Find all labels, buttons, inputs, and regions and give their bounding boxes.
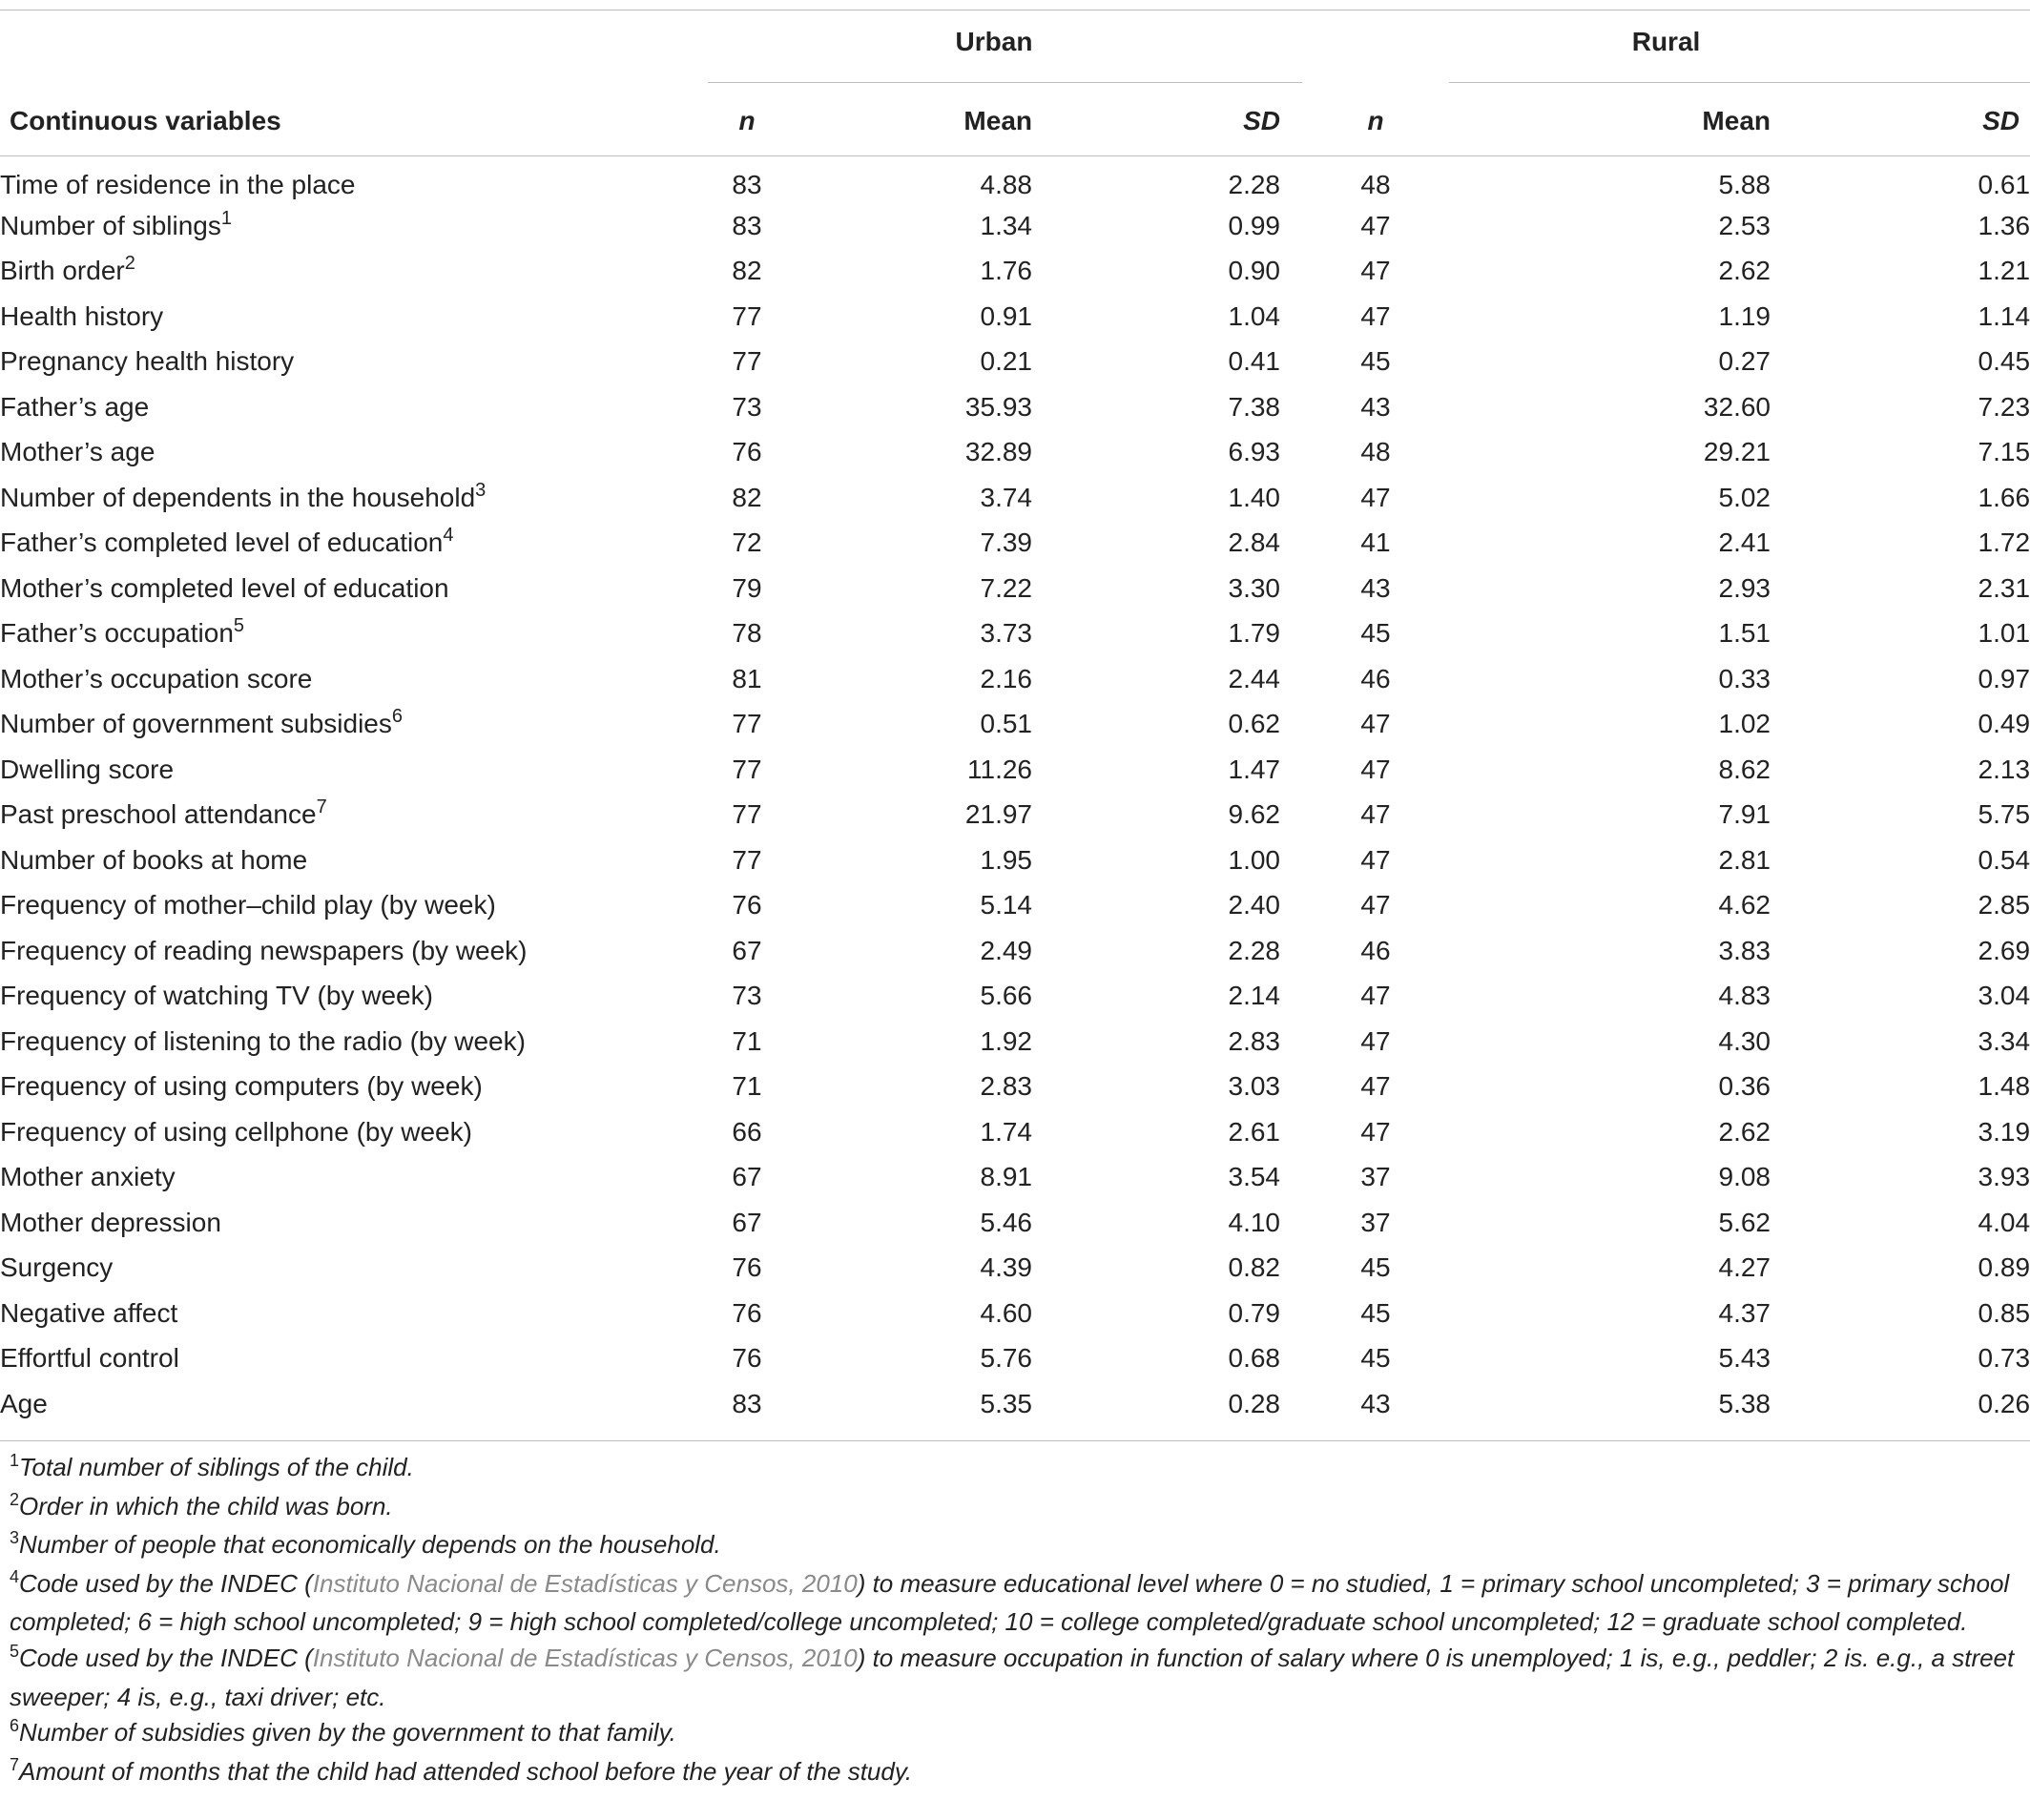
rural-sd: 1.14 <box>1978 300 2030 331</box>
rural-sd: 3.04 <box>1978 981 2030 1011</box>
footnote-text: Code used by the INDEC ( <box>19 1568 313 1598</box>
rural-n: 48 <box>1360 437 1391 467</box>
row-label <box>0 157 708 203</box>
footnote-text: Number of people that economically depends on the household. <box>19 1530 721 1560</box>
footnote-text: Order in which the child was born. <box>19 1491 393 1520</box>
rural-mean: 3.83 <box>1718 935 1771 965</box>
footnote <box>10 1715 2022 1754</box>
variable-name: Time of residence in the place <box>0 170 356 199</box>
rural-n: 46 <box>1360 663 1391 693</box>
urban-n: 72 <box>732 527 762 558</box>
urban-sd: 0.68 <box>1228 1343 1280 1374</box>
urban-sd: 2.84 <box>1228 527 1280 558</box>
header-rural-sd: SD <box>1982 105 2020 135</box>
footnote-text: Amount of months that the child had attended school before the year of the study. <box>19 1756 913 1786</box>
citation-link[interactable]: Instituto Nacional de Estadísticas y Censos, 2010 <box>312 1568 858 1598</box>
urban-n: 82 <box>732 482 762 512</box>
rural-n: 47 <box>1360 1025 1391 1056</box>
row-label <box>0 793 708 838</box>
table-row <box>0 430 2030 476</box>
rural-n: 45 <box>1360 618 1391 649</box>
urban-sd: 2.83 <box>1228 1025 1280 1056</box>
footnote-ref: 6 <box>391 706 403 728</box>
variable-name: Number of siblings <box>0 210 221 240</box>
urban-n: 83 <box>732 170 762 199</box>
row-label <box>0 203 708 249</box>
rural-sd: 0.73 <box>1978 1343 2030 1374</box>
urban-mean: 11.26 <box>967 754 1032 784</box>
urban-mean: 2.83 <box>980 1071 1032 1102</box>
rural-sd: 0.85 <box>1978 1297 2030 1328</box>
urban-sd: 2.28 <box>1228 170 1280 199</box>
urban-mean: 5.76 <box>980 1343 1032 1374</box>
footnote-ref: 5 <box>233 615 245 637</box>
urban-n: 67 <box>732 1207 762 1237</box>
variable-name: Health history <box>0 300 164 331</box>
row-label <box>0 1291 708 1336</box>
urban-sd: 0.62 <box>1228 709 1280 739</box>
rural-sd: 0.45 <box>1978 346 2030 377</box>
urban-sd: 1.40 <box>1228 482 1280 512</box>
rural-n: 47 <box>1360 210 1391 240</box>
urban-sd: 0.28 <box>1228 1388 1280 1418</box>
footnote-text: Total number of siblings of the child. <box>19 1453 414 1481</box>
variable-name: Father’s completed level of education <box>0 527 444 558</box>
variable-name: Number of dependents in the household <box>0 482 476 512</box>
urban-mean: 35.93 <box>964 391 1032 422</box>
urban-sd: 1.47 <box>1228 754 1280 784</box>
urban-sd: 7.38 <box>1228 391 1280 422</box>
rural-mean: 0.36 <box>1718 1071 1771 1102</box>
rural-n: 45 <box>1360 346 1391 377</box>
rural-n: 45 <box>1360 1252 1391 1283</box>
rural-mean: 4.62 <box>1718 890 1771 920</box>
rural-n: 37 <box>1360 1162 1391 1192</box>
urban-n: 78 <box>732 618 762 649</box>
row-label <box>0 294 708 340</box>
urban-sd: 1.00 <box>1228 844 1280 875</box>
table-row <box>0 249 2030 295</box>
table-row <box>0 1291 2030 1336</box>
table-row <box>0 384 2030 430</box>
urban-mean: 1.92 <box>980 1025 1032 1056</box>
variable-name: Mother’s age <box>0 437 155 467</box>
rural-mean: 5.62 <box>1718 1207 1771 1237</box>
urban-mean: 5.66 <box>980 981 1032 1011</box>
footnote-ref: 2 <box>124 253 135 275</box>
urban-n: 81 <box>732 663 762 693</box>
row-label <box>0 656 708 702</box>
table-row <box>0 1019 2030 1065</box>
urban-mean: 8.91 <box>980 1162 1032 1192</box>
rural-sd: 1.72 <box>1978 527 2030 558</box>
header-urban-sd: SD <box>1243 105 1280 135</box>
row-label <box>0 1019 708 1065</box>
rural-mean: 7.91 <box>1718 799 1771 830</box>
rural-sd: 3.19 <box>1978 1116 2030 1147</box>
urban-n: 77 <box>732 754 762 784</box>
urban-n: 66 <box>732 1116 762 1147</box>
variable-name: Mother’s completed level of education <box>0 572 449 603</box>
urban-n: 76 <box>732 890 762 920</box>
urban-n: 77 <box>732 799 762 830</box>
rural-sd: 1.48 <box>1978 1071 2030 1102</box>
rural-n: 47 <box>1360 844 1391 875</box>
urban-n: 76 <box>732 1343 762 1374</box>
header-variable: Continuous variables <box>10 105 281 135</box>
rural-mean: 2.53 <box>1718 210 1771 240</box>
urban-mean: 0.91 <box>980 300 1032 331</box>
header-urban-mean: Mean <box>963 105 1032 135</box>
variable-name: Mother’s occupation score <box>0 663 313 693</box>
urban-n: 73 <box>732 391 762 422</box>
group-urban: Urban <box>955 27 1033 56</box>
urban-n: 79 <box>732 572 762 603</box>
urban-mean: 1.76 <box>980 256 1032 286</box>
urban-sd: 0.41 <box>1228 346 1280 377</box>
rural-sd: 0.54 <box>1978 844 2030 875</box>
row-label <box>0 1200 708 1246</box>
table-row <box>0 1065 2030 1110</box>
variable-name: Dwelling score <box>0 754 175 784</box>
rural-mean: 5.38 <box>1718 1388 1771 1418</box>
bottom-rule <box>0 1440 2030 1441</box>
urban-sd: 2.14 <box>1228 981 1280 1011</box>
footnote-mark: 3 <box>10 1528 20 1548</box>
footnote-mark: 1 <box>10 1451 20 1470</box>
urban-n: 71 <box>732 1025 762 1056</box>
urban-mean: 1.74 <box>980 1116 1032 1147</box>
urban-n: 82 <box>732 256 762 286</box>
variable-name: Father’s occupation <box>0 618 234 649</box>
rural-mean: 32.60 <box>1703 391 1771 422</box>
footnote <box>10 1450 2022 1489</box>
table-row <box>0 475 2030 521</box>
urban-sd: 2.28 <box>1228 935 1280 965</box>
urban-sd: 1.04 <box>1228 300 1280 331</box>
rural-sd: 0.89 <box>1978 1252 2030 1283</box>
rural-n: 47 <box>1360 256 1391 286</box>
table-row <box>0 521 2030 567</box>
urban-sd: 2.44 <box>1228 663 1280 693</box>
rural-sd: 2.85 <box>1978 890 2030 920</box>
group-rural: Rural <box>1631 27 1701 56</box>
row-label <box>0 611 708 657</box>
row-label <box>0 249 708 295</box>
urban-mean: 21.97 <box>964 799 1032 830</box>
table-row <box>0 883 2030 929</box>
rural-n: 41 <box>1360 527 1391 558</box>
variable-name: Father’s age <box>0 391 150 422</box>
variable-name: Frequency of listening to the radio (by week) <box>0 1025 526 1056</box>
urban-sd: 1.79 <box>1228 618 1280 649</box>
rural-sd: 4.04 <box>1978 1207 2030 1237</box>
row-label <box>0 1246 708 1292</box>
urban-mean: 2.16 <box>980 663 1032 693</box>
row-label <box>0 1381 708 1427</box>
variable-name: Frequency of mother–child play (by week) <box>0 890 496 920</box>
rural-mean: 0.27 <box>1718 346 1771 377</box>
rural-mean: 4.83 <box>1718 981 1771 1011</box>
footnote <box>10 1566 2022 1641</box>
footnote-mark: 7 <box>10 1754 20 1774</box>
row-label <box>0 384 708 430</box>
column-header-row <box>0 84 2030 157</box>
rural-n: 48 <box>1360 170 1391 199</box>
row-label <box>0 1065 708 1110</box>
footnote-text: Number of subsidies given by the government to that family. <box>19 1718 676 1748</box>
table-row <box>0 1109 2030 1155</box>
row-label <box>0 974 708 1020</box>
rural-mean: 2.41 <box>1718 527 1771 558</box>
urban-mean: 3.74 <box>980 482 1032 512</box>
variable-name: Past preschool attendance <box>0 799 317 830</box>
urban-mean: 1.34 <box>980 210 1032 240</box>
row-label <box>0 566 708 611</box>
footnote <box>10 1754 2022 1793</box>
header-rural-mean: Mean <box>1702 105 1771 135</box>
urban-n: 77 <box>732 300 762 331</box>
row-label <box>0 747 708 793</box>
urban-n: 77 <box>732 346 762 377</box>
rural-mean: 5.02 <box>1718 482 1771 512</box>
footnote-mark: 5 <box>10 1641 20 1661</box>
rural-n: 47 <box>1360 1116 1391 1147</box>
rural-n: 37 <box>1360 1207 1391 1237</box>
variable-name: Frequency of watching TV (by week) <box>0 981 433 1011</box>
rural-sd: 0.49 <box>1978 709 2030 739</box>
table-row <box>0 611 2030 657</box>
urban-sd: 0.79 <box>1228 1297 1280 1328</box>
rural-n: 43 <box>1360 391 1391 422</box>
urban-mean: 4.88 <box>980 170 1032 199</box>
table-row <box>0 1381 2030 1427</box>
rural-sd: 3.34 <box>1978 1025 2030 1056</box>
footnotes <box>10 1450 2022 1792</box>
urban-sd: 2.40 <box>1228 890 1280 920</box>
urban-mean: 0.51 <box>980 709 1032 739</box>
variable-name: Effortful control <box>0 1343 179 1374</box>
rural-n: 47 <box>1360 754 1391 784</box>
urban-n: 76 <box>732 1297 762 1328</box>
table-row <box>0 747 2030 793</box>
urban-sd: 3.30 <box>1228 572 1280 603</box>
row-label <box>0 1109 708 1155</box>
urban-sd: 9.62 <box>1228 799 1280 830</box>
table-row <box>0 1200 2030 1246</box>
rural-sd: 0.61 <box>1978 170 2030 199</box>
rural-sd: 2.31 <box>1978 572 2030 603</box>
group-header-row <box>0 0 2030 84</box>
table-row <box>0 203 2030 249</box>
rural-mean: 2.62 <box>1718 1116 1771 1147</box>
header-urban-n: n <box>738 105 756 135</box>
rural-sd: 7.15 <box>1978 437 2030 467</box>
rural-mean: 8.62 <box>1718 754 1771 784</box>
table-row <box>0 928 2030 974</box>
row-label <box>0 883 708 929</box>
rural-mean: 1.19 <box>1718 300 1771 331</box>
rural-mean: 2.93 <box>1718 572 1771 603</box>
rural-sd: 5.75 <box>1978 799 2030 830</box>
variable-name: Frequency of reading newspapers (by week) <box>0 935 528 965</box>
rural-n: 47 <box>1360 300 1391 331</box>
row-label <box>0 702 708 748</box>
rural-sd: 0.26 <box>1978 1388 2030 1418</box>
rural-mean: 5.43 <box>1718 1343 1771 1374</box>
urban-n: 73 <box>732 981 762 1011</box>
rural-sd: 1.36 <box>1978 210 2030 240</box>
urban-mean: 1.95 <box>980 844 1032 875</box>
urban-n: 76 <box>732 437 762 467</box>
footnote-ref: 3 <box>475 479 487 501</box>
urban-n: 76 <box>732 1252 762 1283</box>
row-label <box>0 521 708 567</box>
rural-n: 45 <box>1360 1343 1391 1374</box>
urban-mean: 32.89 <box>964 437 1032 467</box>
urban-n: 71 <box>732 1071 762 1102</box>
variable-name: Mother depression <box>0 1207 221 1237</box>
rural-mean: 5.88 <box>1718 170 1771 199</box>
table-row <box>0 838 2030 883</box>
footnote-text: ) to measure occupation in function of salary where 0 is unemployed; 1 is, e.g., peddler; 2 is. e.g., a street sweeper; 4 is, e.g., taxi driver; etc. <box>10 1643 2015 1711</box>
urban-n: 67 <box>732 935 762 965</box>
urban-n: 77 <box>732 709 762 739</box>
urban-sd: 2.61 <box>1228 1116 1280 1147</box>
rural-mean: 0.33 <box>1718 663 1771 693</box>
footnote-text: ) to measure educational level where 0 = no studied, 1 = primary school uncompleted; 3 = primary school completed; 6 = high school uncompleted; 9 = high school completed/college uncompleted; 10 = college completed/graduate school uncompleted; 12 = graduate school completed. <box>10 1568 2010 1637</box>
variable-name: Pregnancy health history <box>0 346 295 377</box>
table-row <box>0 294 2030 340</box>
urban-mean: 0.21 <box>980 346 1032 377</box>
row-label <box>0 340 708 385</box>
urban-mean: 7.39 <box>980 527 1032 558</box>
rural-sd: 0.97 <box>1978 663 2030 693</box>
header-rural-n: n <box>1367 105 1384 135</box>
table-row <box>0 1246 2030 1292</box>
variable-name: Number of books at home <box>0 844 308 875</box>
footnote-ref: 1 <box>220 207 232 229</box>
rural-mean: 2.81 <box>1718 844 1771 875</box>
table-row <box>0 340 2030 385</box>
footnote <box>10 1527 2022 1566</box>
urban-mean: 5.35 <box>980 1388 1032 1418</box>
rural-mean: 1.02 <box>1718 709 1771 739</box>
rural-n: 47 <box>1360 709 1391 739</box>
footnote-text: Code used by the INDEC ( <box>19 1643 313 1672</box>
rural-sd: 1.21 <box>1978 256 2030 286</box>
urban-sd: 3.54 <box>1228 1162 1280 1192</box>
variable-name: Mother anxiety <box>0 1162 176 1192</box>
footnote-mark: 2 <box>10 1489 20 1509</box>
rural-sd: 3.93 <box>1978 1162 2030 1192</box>
rural-mean: 29.21 <box>1703 437 1771 467</box>
urban-sd: 0.90 <box>1228 256 1280 286</box>
rural-n: 47 <box>1360 1071 1391 1102</box>
citation-link[interactable]: Instituto Nacional de Estadísticas y Censos, 2010 <box>312 1643 858 1672</box>
urban-mean: 5.14 <box>980 890 1032 920</box>
rural-n: 46 <box>1360 935 1391 965</box>
urban-sd: 4.10 <box>1228 1207 1280 1237</box>
urban-n: 77 <box>732 844 762 875</box>
rural-n: 45 <box>1360 1297 1391 1328</box>
rural-sd: 2.69 <box>1978 935 2030 965</box>
variable-name: Frequency of using computers (by week) <box>0 1071 483 1102</box>
row-label <box>0 475 708 521</box>
table-body <box>0 157 2030 1427</box>
urban-mean: 2.49 <box>980 935 1032 965</box>
urban-n: 83 <box>732 210 762 240</box>
rural-n: 47 <box>1360 981 1391 1011</box>
variable-name: Age <box>0 1388 48 1418</box>
urban-sd: 3.03 <box>1228 1071 1280 1102</box>
table-row <box>0 566 2030 611</box>
urban-sd: 0.99 <box>1228 210 1280 240</box>
footnote <box>10 1641 2022 1715</box>
urban-mean: 4.39 <box>980 1252 1032 1283</box>
variable-name: Frequency of using cellphone (by week) <box>0 1116 472 1147</box>
rural-n: 47 <box>1360 799 1391 830</box>
urban-n: 67 <box>732 1162 762 1192</box>
footnote-mark: 4 <box>10 1566 20 1586</box>
table-row <box>0 793 2030 838</box>
rural-sd: 1.66 <box>1978 482 2030 512</box>
table-row <box>0 974 2030 1020</box>
rural-mean: 9.08 <box>1718 1162 1771 1192</box>
urban-mean: 7.22 <box>980 572 1032 603</box>
urban-mean: 4.60 <box>980 1297 1032 1328</box>
rural-n: 47 <box>1360 890 1391 920</box>
footnote <box>10 1489 2022 1528</box>
row-label <box>0 1336 708 1382</box>
rural-n: 43 <box>1360 1388 1391 1418</box>
footnote-mark: 6 <box>10 1716 20 1736</box>
footnote-ref: 7 <box>316 796 327 818</box>
row-label <box>0 928 708 974</box>
rural-n: 43 <box>1360 572 1391 603</box>
row-label <box>0 838 708 883</box>
urban-n: 83 <box>732 1388 762 1418</box>
rural-mean: 4.27 <box>1718 1252 1771 1283</box>
urban-sd: 6.93 <box>1228 437 1280 467</box>
rural-mean: 1.51 <box>1718 618 1771 649</box>
variable-name: Number of government subsidies <box>0 709 392 739</box>
rural-mean: 4.37 <box>1718 1297 1771 1328</box>
variable-name: Birth order <box>0 256 125 286</box>
variable-name: Negative affect <box>0 1297 178 1328</box>
table-row <box>0 1155 2030 1201</box>
variable-name: Surgency <box>0 1252 114 1283</box>
urban-mean: 5.46 <box>980 1207 1032 1237</box>
row-label <box>0 1155 708 1201</box>
rural-sd: 7.23 <box>1978 391 2030 422</box>
rural-mean: 2.62 <box>1718 256 1771 286</box>
table-row <box>0 656 2030 702</box>
table-row <box>0 157 2030 203</box>
footnote-ref: 4 <box>443 525 454 547</box>
rural-sd: 2.13 <box>1978 754 2030 784</box>
rural-sd: 1.01 <box>1978 618 2030 649</box>
table-row <box>0 1336 2030 1382</box>
urban-mean: 3.73 <box>980 618 1032 649</box>
rural-mean: 4.30 <box>1718 1025 1771 1056</box>
table-row <box>0 702 2030 748</box>
rural-n: 47 <box>1360 482 1391 512</box>
row-label <box>0 430 708 476</box>
urban-sd: 0.82 <box>1228 1252 1280 1283</box>
